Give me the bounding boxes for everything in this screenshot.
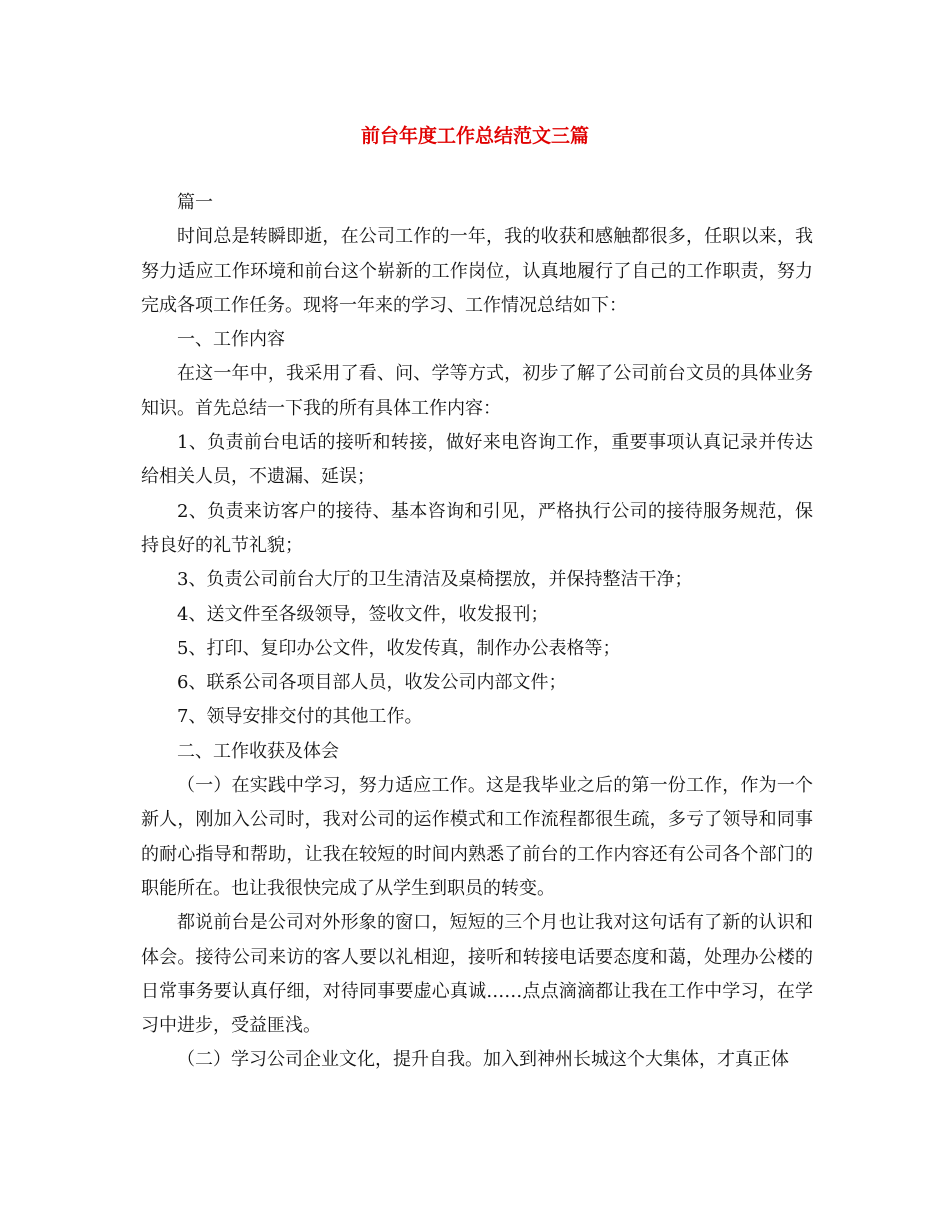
heading-gains: 二、工作收获及体会 (177, 740, 339, 762)
paragraph-gains-1: （一）在实践中学习，努力适应工作。这是我毕业之后的第一份工作，作为一个新人，刚加入公司时，我对公司的运作模式和工作流程都很生疏，多亏了领导和同事的耐心指导和帮助，让我在较短的时间内熟悉了前台的工作内容还有公司各个部门的职能所在。也让我很快完成了从学生到职员的转变。 (141, 775, 813, 899)
list-item-3: 3、负责公司前台大厅的卫生清洁及桌椅摆放，并保持整洁干净； (177, 569, 693, 591)
document-body (141, 186, 813, 1078)
list-item-2: 2、负责来访客户的接待、基本咨询和引见，严格执行公司的接待服务规范，保持良好的礼节礼貌； (141, 500, 813, 556)
paragraph-intro: 时间总是转瞬即逝，在公司工作的一年，我的收获和感触都很多，任职以来，我努力适应工作环境和前台这个崭新的工作岗位，认真地履行了自己的工作职责，努力完成各项工作任务。现将一年来的学习、工作情况总结如下： (141, 226, 813, 316)
paragraph-gains-3: （二）学习公司企业文化，提升自我。加入到神州长城这个大集体，才真正体 (177, 1049, 789, 1071)
list-item-1: 1、负责前台电话的接听和转接，做好来电咨询工作，重要事项认真记录并传达给相关人员，不遗漏、延误； (141, 432, 813, 488)
document-title: 前台年度工作总结范文三篇 (360, 125, 589, 147)
paragraph-gains-2: 都说前台是公司对外形象的窗口，短短的三个月也让我对这句话有了新的认识和体会。接待公司来访的客人要以礼相迎，接听和转接电话要态度和蔼，处理办公楼的日常事务要认真仔细，对待同事要虚心真诚……点点滴滴都让我在工作中学习，在学习中进步，受益匪浅。 (141, 912, 813, 1037)
list-item-5: 5、打印、复印办公文件，收发传真，制作办公表格等； (177, 637, 621, 659)
paragraph-work-content-intro: 在这一年中，我采用了看、问、学等方式，初步了解了公司前台文员的具体业务知识。首先总结一下我的所有具体工作内容： (141, 363, 813, 419)
list-item-7: 7、领导安排交付的其他工作。 (177, 706, 423, 728)
list-item-6: 6、联系公司各项目部人员，收发公司内部文件； (177, 672, 567, 694)
paragraph-section-label: 篇一 (177, 192, 213, 213)
list-item-4: 4、送文件至各级领导，签收文件，收发报刊； (177, 603, 549, 625)
heading-work-content: 一、工作内容 (177, 329, 285, 351)
